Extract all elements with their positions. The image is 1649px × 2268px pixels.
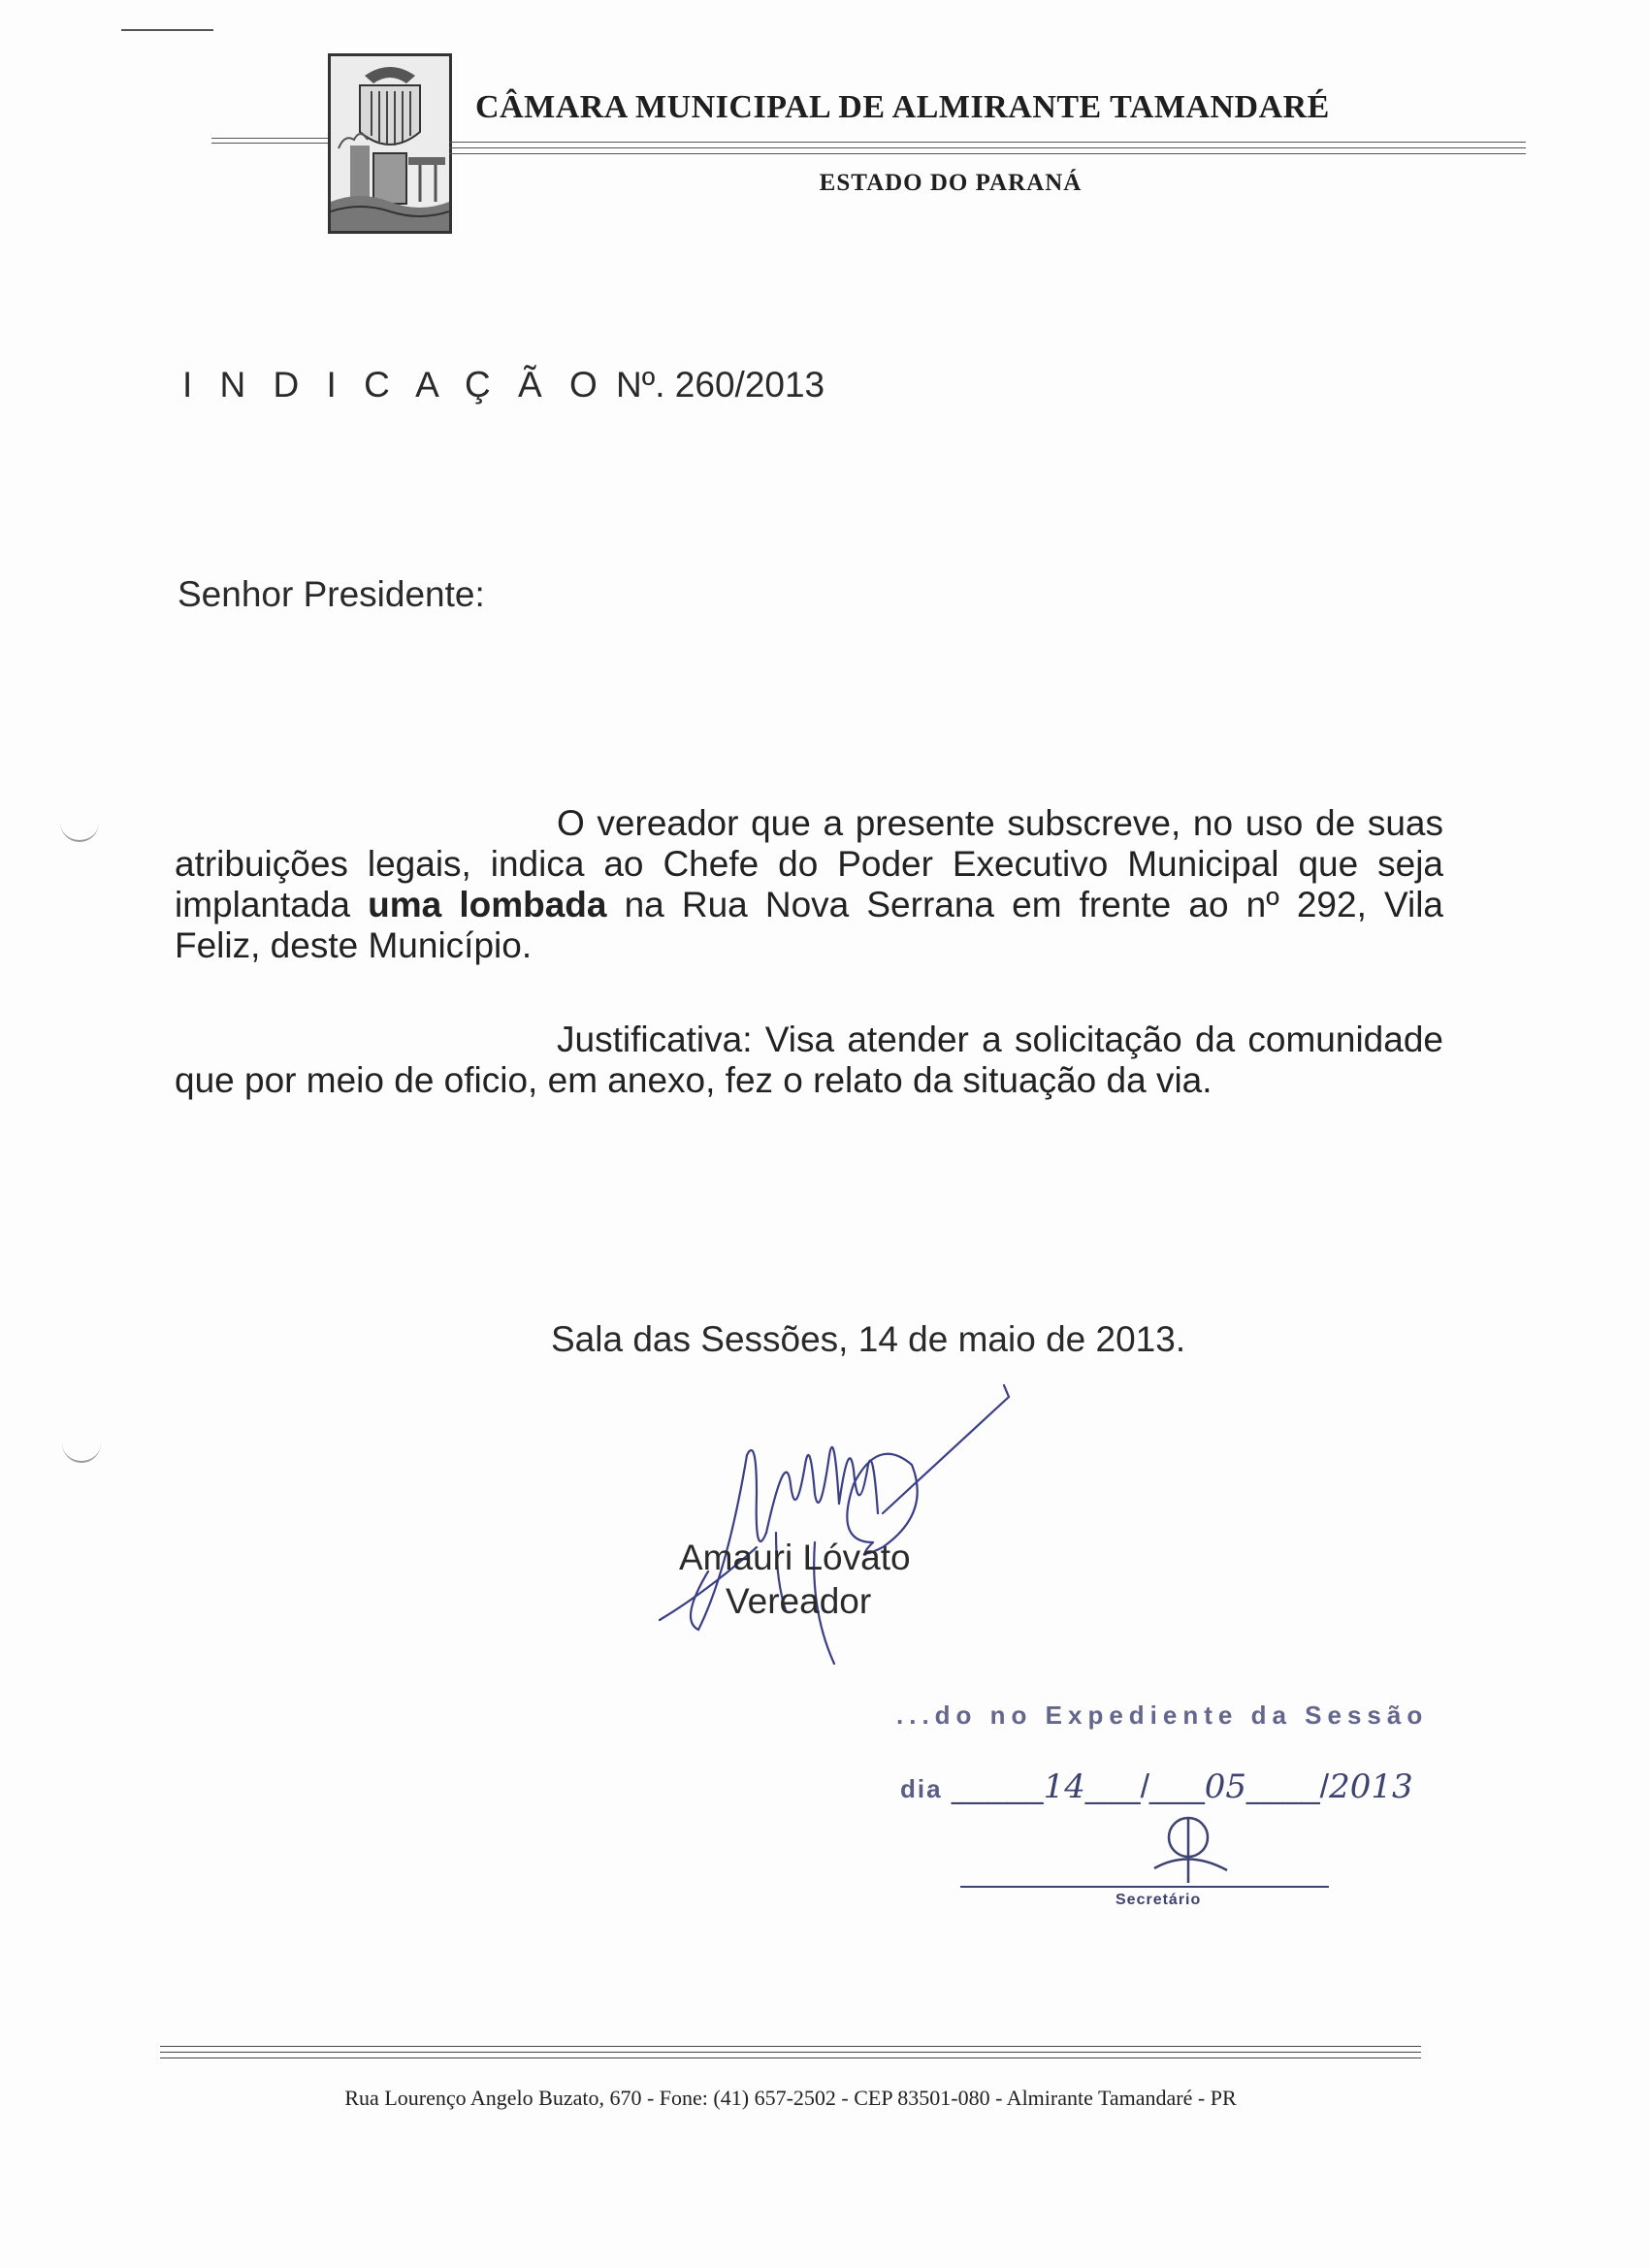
salutation: Senhor Presidente:	[178, 574, 485, 614]
institution-title: CÂMARA MUNICIPAL DE ALMIRANTE TAMANDARÉ	[475, 89, 1330, 125]
stamp-caption: Secretário	[1116, 1892, 1202, 1908]
document-number	[182, 365, 824, 405]
punch-hole-mark	[62, 1438, 101, 1463]
secretary-rubric	[1135, 1810, 1242, 1888]
receipt-stamp-text: ...do no Expediente da Sessão	[896, 1701, 1429, 1730]
header-rule	[449, 142, 1526, 143]
closing-place-date: Sala das Sessões, 14 de maio de 2013.	[551, 1319, 1186, 1359]
header-rule	[211, 143, 328, 144]
footer-rule	[160, 2057, 1421, 2058]
body-paragraph-justification	[175, 1020, 1443, 1101]
institution-state: ESTADO DO PARANÁ	[819, 170, 1083, 196]
header-rule	[449, 153, 1526, 154]
header-rule	[449, 147, 1526, 148]
footer-rule	[160, 2052, 1421, 2053]
document-type: I N D I C A Ç Ã O	[182, 365, 606, 405]
footer-address: Rua Lourenço Angelo Buzato, 670 - Fone: (41) 657-2502 - CEP 83501-080 - Almirante Tamandaré - PR	[344, 2086, 1237, 2110]
signer-name: Amauri Lóvato	[679, 1538, 911, 1577]
receipt-stamp-date: dia _____14___/___05____/2013	[900, 1767, 1413, 1806]
stamp-date-label: dia	[900, 1774, 943, 1803]
paragraph-text: O vereador que a presente subscreve, no uso de suas atribuições legais, indica ao Chefe do Poder Executivo Municipal que seja implantada	[175, 803, 1443, 924]
municipal-coat-of-arms-icon	[328, 53, 452, 234]
body-paragraph-request	[175, 803, 1443, 966]
stamp-year: 2013	[1329, 1767, 1413, 1806]
stamp-day: 14	[1043, 1767, 1085, 1806]
punch-hole-mark	[60, 817, 99, 842]
handwritten-signature	[640, 1377, 1028, 1669]
stamp-signature-line	[960, 1886, 1329, 1888]
footer-rule	[160, 2046, 1421, 2047]
header-rule	[211, 138, 328, 139]
stamp-month: 05	[1204, 1767, 1247, 1806]
paragraph-text: Justificativa: Visa atender a solicitação da comunidade que por meio de oficio, em anexo, fez o relato da situação da via.	[175, 1020, 1443, 1100]
paragraph-text: na Rua Nova Serrana em frente ao nº 292, Vila Feliz, deste Município.	[175, 885, 1444, 965]
paragraph-emphasis: uma lombada	[368, 885, 607, 924]
signer-role: Vereador	[726, 1581, 872, 1621]
document-number-value: Nº. 260/2013	[616, 365, 825, 405]
scan-mark	[121, 29, 213, 31]
